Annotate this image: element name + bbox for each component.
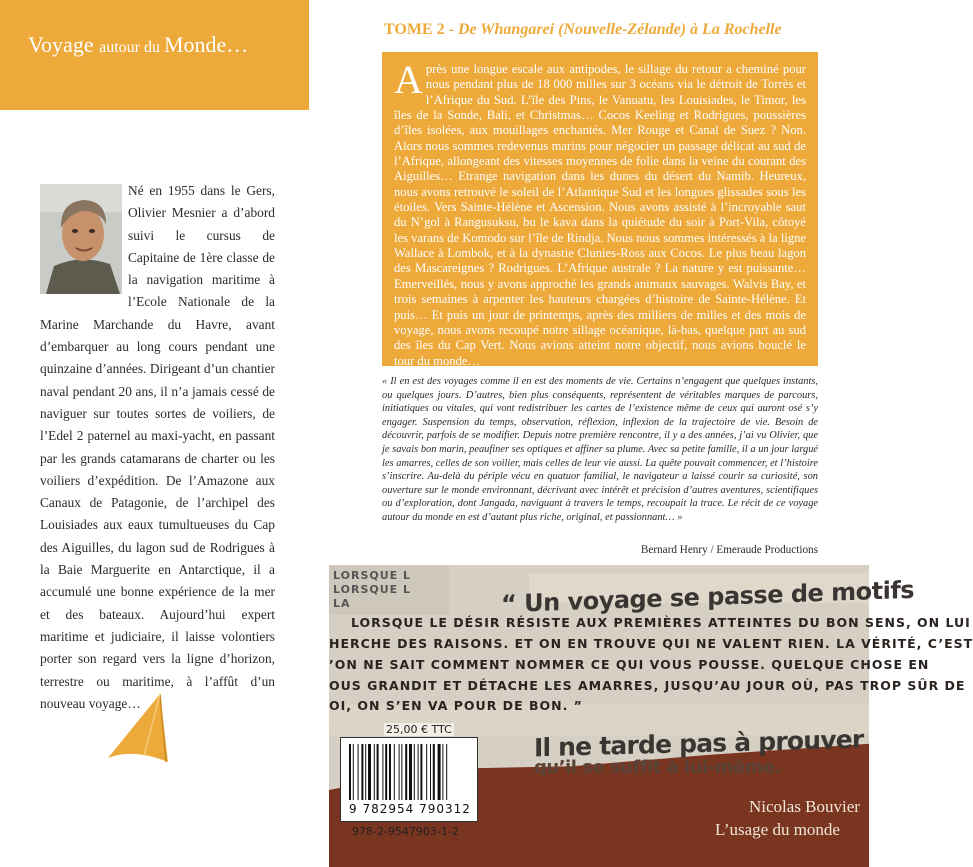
- series-banner: [0, 0, 309, 110]
- synopsis-text: près une longue escale aux antipodes, le sillage du retour a cheminé pour nous pendant plus de 18 000 milles sur 3 océans via le détroit de Torrès et l’Afrique du Sud. L’île des Pins, le Vanuatu, les Louisiades, le Timor, les îles de la Sonde, Bali, et Christmas… Cocos Keeling et Rodrigues, poussières d’îles isolées, aux mouillages enchantés. Mer Rouge et Canal de Suez ? Non. Alors nous sommes redevenus marins pour négocier un passage délicat au sud de l’Afrique, allongeant des vitesses moyennes de folie dans la veine du courant des Aiguilles… Etrange navigation dans les dunes du désert du Namib. Heureux, nous avons retrouvé le soleil de l’Atlantique Sud et les longues glissades sous les étoiles. Vers Sainte-Hélène et Ascension. Nous avons assisté à l’incroyable saut du N’gol à Rangusuksu, bu le kava dans la quiétude du soir à Port-Vila, côtoyé les varans de Komodo sur l’île de Rindja. Nous nous sommes intéressés à la ligne Wallace à Lombok, et à la dynastie Clunies-Ross aux Cocos. Le plus beau lagon des Mascareignes ? Rodrigues. L’Afrique australe ? La nature y est puissante… Emerveillés, nous y avons approché les grands animaux sauvages. Walvis Bay, et trois semaines à arpenter les hauteurs chargées d’histoire de Sainte-Hélène. Et puis… Et puis un jour de printemps, après des milliers de milles et des mois de voyage, nous avons recoupé notre sillage océanique, là-bas, quelque part au sud des îles du Cap Vert. Nous avions atteint notre objectif, nous avions bouclé le tour du monde…: [394, 62, 806, 368]
- synopsis-box: [382, 52, 818, 366]
- barcode-bars: [347, 744, 471, 802]
- author-bio-text: Né en 1955 dans le Gers, Olivier Mesnier a d’abord suivi le cursus de Capitaine de 1ère classe de la navigation maritime à l’Ecole Nationale de la Marine Marchande du Havre, avant d’embarquer au long cours pendant une quinzaine d’années. Dirigeant d’un chantier naval pendant 20 ans, il n’a jamais cessé de naviguer sur toutes sortes de voiliers, de l’Edel 2 paternel au maxi-yacht, en passant par les grands catamarans de charter ou les voiliers d’expédition. De l’Amazone aux Canaux de Patagonie, de l’archipel des Louisiades aux eaux tumultueuses du Cap des Aiguilles, du lagon sud de Rodrigues à la Baie Marguerite en Antarctique, il a accumulé une bonne expérience de la mer et des bateaux. Aujourd’hui expert maritime et judiciaire, il laisse volontiers porter son regard vers la ligne d’horizon, terrestre ou maritime, à l’affût d’un nouveau voyage…: [40, 183, 275, 711]
- cover-headline-2: Il ne tarde pas à prouver: [534, 724, 864, 763]
- series-title-autour: autour du: [99, 39, 164, 56]
- volume-title: [384, 21, 782, 39]
- price-label: 25,00 € TTC: [386, 723, 452, 736]
- author-bio: [40, 180, 275, 715]
- cover-text-line-2: HERCHE DES RAISONS. ET ON EN TROUVE QUI NE VALENT RIEN. LA VÉRITÉ, C’EST: [329, 636, 973, 651]
- series-title-monde: Monde…: [163, 32, 249, 57]
- cover-text-line-1: LORSQUE LE DÉSIR RÉSISTE AUX PREMIÈRES ATTEINTES DU BON SENS, ON LUI: [351, 615, 971, 630]
- barcode: [340, 737, 478, 822]
- cover-fragment-3: LA: [333, 597, 351, 610]
- cover-headline: “ Un voyage se passe de motifs: [501, 575, 915, 619]
- sail-logo: [100, 690, 180, 775]
- cover-quoted-book: L’usage du monde: [715, 820, 840, 839]
- volume-number: TOME 2 -: [384, 21, 458, 38]
- endorsement-quote: « Il en est des voyages comme il en est des moments de vie. Certains n’engagent que quelques instants, ou quelques jours. D’autres, bien plus conséquents, représentent de véritables marques de parcours, initiatiques ou vitales, qui vont redistribuer les cartes de l’existence même de ceux qui auront osé s’y engager. Suspension du temps, observation, réflexion, inflexion de la trajectoire de vie. Besoin de découvrir, parfois de se modifier. Depuis notre première rencontre, il y a des années, j’ai vu Olivier, que je savais bon marin, peaufiner ses optiques et affiner sa plume. Avec sa petite famille, il a un jour largué les amarres, celles de son voilier, mais celles de leur vie aussi. La quête pouvait commencer, et l’histoire s’inscrire. Au-delà du périple vécu en quatuor familial, le navigateur a laissé courir sa curiosité, son ouverture sur le monde environnant, décrivant avec intérêt et précision d’autres aventures, scientifiques ou d’exploration, dont Jangada, naviguant à travers le temps, recoupait la trace. Le récit de ce voyage autour du monde en est d’autant plus riche, original, et passionnant… »: [382, 376, 818, 523]
- cover-fragment-1: LORSQUE L: [333, 569, 411, 582]
- bio-photo-spacer: [40, 180, 128, 312]
- cover-fragment-2: LORSQUE L: [333, 583, 411, 596]
- quote-credit: Bernard Henry / Emeraude Productions: [640, 544, 818, 556]
- cover-headline-3: qu’il se suffit à lui-même.: [534, 757, 781, 778]
- isbn-number: 978-2-9547903-1-2: [352, 825, 459, 838]
- barcode-digits: 9 782954 790312: [349, 802, 471, 816]
- cover-text-line-5: OI, ON S’EN VA POUR DE BON. ”: [329, 698, 583, 713]
- synopsis-dropcap: A: [394, 57, 423, 102]
- cover-text-line-4: OUS GRANDIT ET DÉTACHE LES AMARRES, JUSQU’AU JOUR OÙ, PAS TROP SÛR DE: [329, 678, 966, 693]
- volume-subtitle: De Whangarei (Nouvelle-Zélande) à La Rochelle: [457, 21, 782, 38]
- series-title-voyage: Voyage: [28, 32, 100, 57]
- cover-quoted-author: Nicolas Bouvier: [749, 797, 860, 816]
- cover-text-line-3: ’ON NE SAIT COMMENT NOMMER CE QUI VOUS POUSSE. QUELQUE CHOSE EN: [329, 657, 930, 672]
- series-title: [28, 32, 248, 58]
